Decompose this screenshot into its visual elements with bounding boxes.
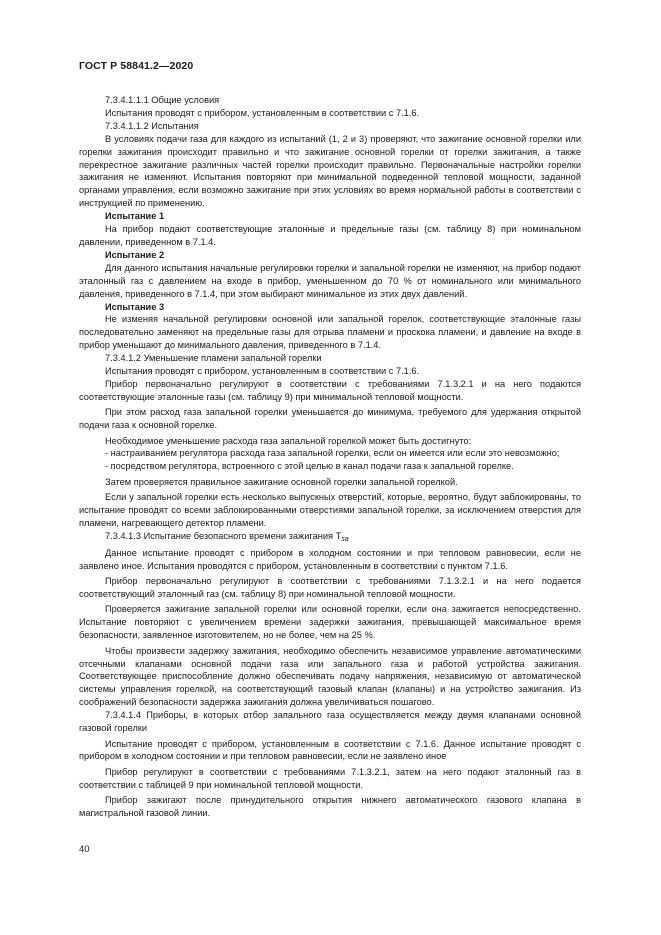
document-body bbox=[79, 94, 581, 820]
paragraph: 7.3.4.1.1.2 Испытания bbox=[105, 120, 199, 131]
paragraph: Если у запальной горелки есть несколько выпускных отверстий, которые, вероятно, будут заблокированы, то испытание проводят со всеми заблокированными отверстиями запальной горелки, за исключением отверстия для пламени, нагревающего детектор пламени. bbox=[79, 492, 581, 528]
paragraph: В условиях подачи газа для каждого из испытаний (1, 2 и 3) проверяют, что зажигание основной горелки или горелки зажигания происходит правильно и что зажигание основной горелки от горелки зажигания, а также перекрестное зажигание различных частей горелки происходит правильно. Первоначальные настройки горелки зажигания не изменяют. Испытания повторяют при минимальной подведенной тепловой мощности, заданной органами управления, если возможно зажигание при этих условиях во время нормальной работы в соответствии с инструкцией по применению. bbox=[79, 133, 581, 209]
paragraph: Проверяется зажигание запальной горелки или основной горелки, если она зажигается непосредственно. Испытание повторяют с увеличением времени задержки зажигания, превышающей максимальное время безопасности, заявленное изготовителем, но не более, чем на 25 %. bbox=[79, 604, 581, 641]
paragraph: Для данного испытания начальные регулировки горелки и запальной горелки не изменяют, на прибор подают эталонный газ с давлением на входе в прибор, уменьшенном до 70 % от номинального или минимального давления, приведенного в 7.1.4, при этом выбирают минимальное из этих двух давлений. bbox=[79, 262, 581, 299]
test-heading: Испытание 1 bbox=[105, 211, 165, 222]
standard-header: ГОСТ Р 58841.2—2020 bbox=[79, 60, 194, 72]
paragraph: Испытание проводят с прибором, установленным в соответствии с 7.1.6. Данное испытание проводят с прибором в холодном состоянии и при тепловом равновесии, если не заявлено иное bbox=[79, 738, 581, 762]
paragraph: Затем проверяется правильное зажигание основной горелки запальной горелкой. bbox=[105, 476, 458, 487]
paragraph: 7.3.4.1.2 Уменьшение пламени запальной горелки bbox=[105, 353, 322, 364]
paragraph: Чтобы произвести задержку зажигания, необходимо обеспечить независимое управление автоматическими отсечными клапанами основной подачи газа или запального газа и работой устройства зажигания. Соответствующее приспособление должно обеспечивать подачу напряжения, независимую от автоматической системы управления горелкой, на соответствующий газовый клапан (клапаны) и на устройство зажигания. Из соображений безопасности задержка зажигания должна увеличиваться пошагово. bbox=[79, 645, 581, 708]
section-title-text: 7.3.4.1.3 Испытание безопасного времени зажигания T bbox=[105, 530, 342, 541]
test-heading: Испытание 2 bbox=[105, 249, 165, 260]
paragraph: Испытания проводят с прибором, установленным в соответствии с 7.1.6. bbox=[105, 366, 420, 377]
paragraph: На прибор подают соответствующие эталонные и предельные газы (см. таблицу 8) при номинальном давлении, приведенном в 7.1.4. bbox=[79, 224, 581, 247]
list-item: - посредством регулятора, встроенного с этой целью в канал подачи газа к запальной горелке. bbox=[105, 461, 514, 472]
paragraph: При этом расход газа запальной горелки уменьшается до минимума, требуемого для удержания открытой подачи газа к основной горелке. bbox=[79, 407, 581, 431]
paragraph: Прибор первоначально регулируют в соответствии с требованиями 7.1.3.2.1 и на него подается соответствующий эталонный газ (см. таблицу 8) при номинальной тепловой мощности. bbox=[79, 576, 581, 600]
paragraph: Необходимое уменьшение расхода газа запальной горелкой может быть достигнуто: bbox=[105, 435, 472, 446]
section-title-tsa bbox=[79, 530, 581, 547]
list-item: - настраиванием регулятора расхода газа запальной горелки, если он имеется или если это невозможно; bbox=[105, 448, 560, 459]
paragraph: 7.3.4.1.4 Приборы, в которых отбор запального газа осуществляется между двумя клапанами основной газовой горелки bbox=[79, 710, 581, 734]
paragraph: Прибор регулируют в соответствии с требованиями 7.1.3.2.1, затем на него подают эталонный газ в соответствии с таблицей 9 при номинальной тепловой мощности. bbox=[79, 766, 581, 790]
paragraph: 7.3.4.1.1.1 Общие условия bbox=[105, 95, 220, 105]
test-heading: Испытание 3 bbox=[105, 301, 165, 312]
paragraph: Прибор зажигают после принудительного открытия нижнего автоматического газового клапана в магистральной газовой линии. bbox=[79, 795, 581, 819]
page-number: 40 bbox=[79, 844, 90, 855]
paragraph: Прибор первоначально регулируют в соответствии с требованиями 7.1.3.2.1 и на него подаются соответствующие эталонные газы (см. таблицу 9) при минимальной тепловой мощности. bbox=[79, 378, 581, 402]
paragraph: Данное испытание проводят с прибором в холодном состоянии и при тепловом равновесии, если не заявлено иное. Испытания проводятся с прибором, установленным в соответствии с пунктом 7.1.6. bbox=[79, 547, 581, 571]
paragraph: Испытания проводят с прибором, установленным в соответствии с 7.1.6. bbox=[105, 107, 420, 118]
paragraph: Не изменяя начальной регулировки основной или запальной горелок, соответствующие эталонные газы последовательно заменяют на предельные газы для отрыва пламени и проскока пламени, и давление на входе в прибор уменьшают до минимального давления, приведенного в 7.1.4. bbox=[79, 314, 581, 351]
tsa-subscript: sa bbox=[341, 535, 349, 543]
